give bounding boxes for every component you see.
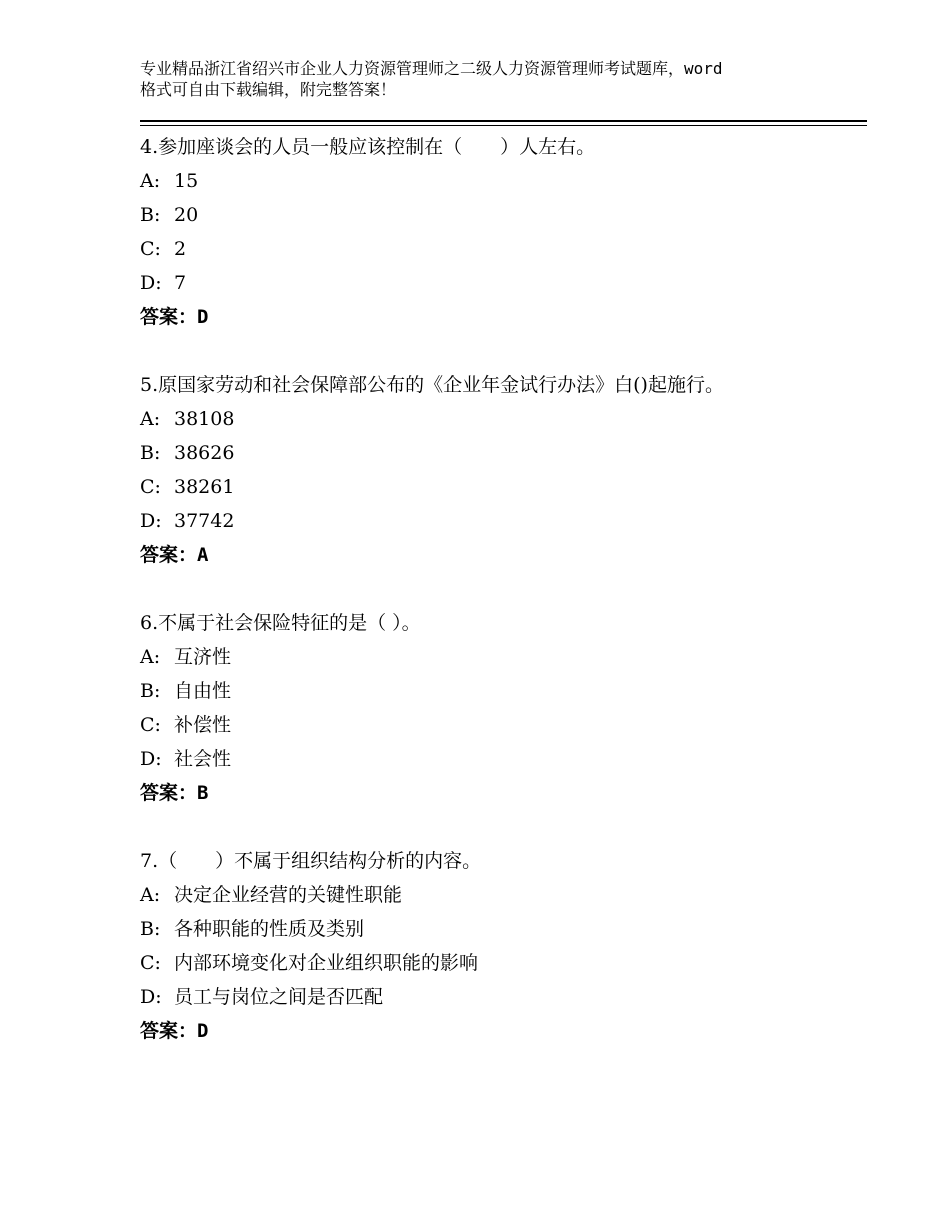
- option-letter: A:: [140, 646, 161, 668]
- option-text: 决定企业经营的关键性职能: [174, 884, 403, 906]
- option-c: [140, 708, 840, 742]
- header-line-2: 格式可自由下载编辑，附完整答案！: [140, 80, 397, 99]
- answer-label: 答案：D: [140, 306, 209, 328]
- option-b: [140, 198, 840, 232]
- question-text: 7.（ ）不属于组织结构分析的内容。: [140, 850, 482, 872]
- option-letter: B:: [140, 680, 161, 702]
- option-text: 38626: [174, 442, 235, 464]
- option-text: 内部环境变化对企业组织职能的影响: [174, 952, 479, 974]
- option-a: [140, 640, 840, 674]
- option-letter: D:: [140, 272, 162, 294]
- option-a: [140, 164, 840, 198]
- option-letter: D:: [140, 986, 162, 1008]
- option-c: [140, 946, 840, 980]
- option-text: 2: [174, 238, 187, 260]
- spacer: [140, 810, 840, 844]
- option-c: [140, 470, 840, 504]
- question-text: 4.参加座谈会的人员一般应该控制在（ ）人左右。: [140, 136, 596, 158]
- option-letter: C:: [140, 476, 161, 498]
- header-line-1: 专业精品浙江省绍兴市企业人力资源管理师之二级人力资源管理师考试题库，word: [140, 59, 723, 78]
- option-letter: C:: [140, 238, 161, 260]
- option-a: [140, 878, 840, 912]
- question-text: 6.不属于社会保险特征的是（ ）。: [140, 612, 421, 634]
- option-letter: C:: [140, 952, 161, 974]
- option-text: 20: [174, 204, 199, 226]
- option-c: [140, 232, 840, 266]
- option-b: [140, 674, 840, 708]
- option-text: 37742: [174, 510, 235, 532]
- question-7: [140, 844, 840, 1048]
- option-text: 38261: [174, 476, 235, 498]
- option-letter: D:: [140, 510, 162, 532]
- question-5: [140, 368, 840, 606]
- option-text: 员工与岗位之间是否匹配: [174, 986, 384, 1008]
- question-6: [140, 606, 840, 844]
- header-divider: [140, 120, 867, 126]
- option-text: 38108: [174, 408, 235, 430]
- option-letter: A:: [140, 408, 161, 430]
- option-text: 15: [174, 170, 199, 192]
- question-text: 5.原国家劳动和社会保障部公布的《企业年金试行办法》白()起施行。: [140, 374, 724, 396]
- answer-label: 答案：A: [140, 544, 209, 566]
- option-b: [140, 912, 840, 946]
- question-list: [140, 130, 840, 1048]
- answer-label: 答案：B: [140, 782, 209, 804]
- option-text: 补偿性: [174, 714, 232, 736]
- option-letter: B:: [140, 204, 161, 226]
- option-letter: C:: [140, 714, 161, 736]
- option-text: 自由性: [174, 680, 232, 702]
- option-letter: B:: [140, 442, 161, 464]
- option-text: 各种职能的性质及类别: [174, 918, 365, 940]
- option-d: [140, 504, 840, 538]
- option-text: 社会性: [174, 748, 232, 770]
- option-letter: B:: [140, 918, 161, 940]
- option-letter: A:: [140, 884, 161, 906]
- answer-label: 答案：D: [140, 1020, 209, 1042]
- spacer: [140, 334, 840, 368]
- option-a: [140, 402, 840, 436]
- option-b: [140, 436, 840, 470]
- option-d: [140, 980, 840, 1014]
- option-letter: A:: [140, 170, 161, 192]
- document-header: [140, 58, 830, 100]
- option-d: [140, 742, 840, 776]
- question-4: [140, 130, 840, 368]
- spacer: [140, 572, 840, 606]
- option-letter: D:: [140, 748, 162, 770]
- option-text: 互济性: [174, 646, 232, 668]
- option-text: 7: [174, 272, 187, 294]
- option-d: [140, 266, 840, 300]
